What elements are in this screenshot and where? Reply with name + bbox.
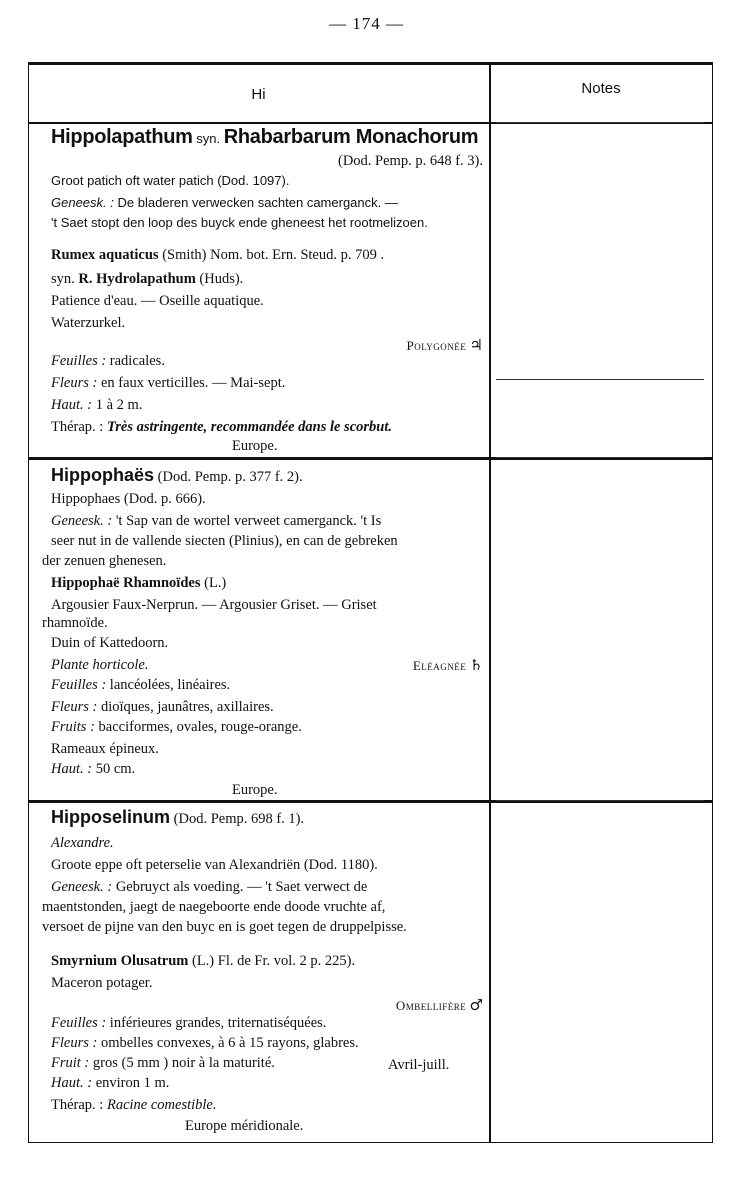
height-text: environ 1 m. <box>95 1075 170 1091</box>
leaves-text: inférieures grandes, triternatiséquées. <box>109 1015 327 1031</box>
family-name: Eléagnée <box>412 658 467 673</box>
geneesk-text: 't Sap van de wortel verweet camerganck. 't Is <box>115 513 382 529</box>
height-text: 50 cm. <box>95 761 136 777</box>
flowers-text: ombelles convexes, à 6 à 15 rayons, glabres. <box>100 1035 359 1051</box>
fruits-text: bacciformes, ovales, rouge-orange. <box>98 719 302 735</box>
scientific-line <box>51 952 483 970</box>
geneesk-label: Geneesk. : <box>51 513 113 529</box>
geneesk-text: De bladeren verwecken sachten camerganck. — <box>117 195 398 210</box>
family-name: Polygonée <box>406 338 467 353</box>
vernacular-line: Hippophaes (Dod. p. 666). <box>51 491 206 507</box>
therap-label: Thérap. : <box>51 419 104 435</box>
leaves-line <box>51 1014 483 1032</box>
page-number: — 174 — <box>329 14 404 33</box>
height-text: 1 à 2 m. <box>95 397 143 413</box>
syn-label: syn. <box>51 271 75 287</box>
perennial-symbol-icon: ♃ <box>469 336 483 354</box>
synonym-title: Rhabarbarum Monachorum <box>223 126 479 148</box>
flowers-label: Fleurs : <box>51 699 98 715</box>
scientific-line <box>51 574 483 592</box>
dutch-name: Duin of Kattedoorn. <box>51 635 169 651</box>
geneesk-line <box>51 512 483 530</box>
leaves-label: Feuilles : <box>51 677 107 693</box>
region: Europe. <box>232 782 278 798</box>
reference: (Dod. Pemp. 698 f. 1). <box>173 811 305 827</box>
family-name: Ombellifère <box>395 998 467 1013</box>
fruit-label: Fruit : <box>51 1055 90 1071</box>
leaves-label: Feuilles : <box>51 353 107 369</box>
scientific-name: Hippophaë Rhamnoïdes <box>51 575 201 591</box>
flowers-line <box>51 1034 483 1052</box>
french-name: Alexandre. <box>51 835 114 851</box>
height-line <box>51 396 483 414</box>
geneesk-line <box>51 878 483 896</box>
french-names: rhamnoïde. <box>42 615 108 631</box>
column-header-notes: Notes <box>581 80 621 97</box>
leaves-line <box>51 352 483 370</box>
synonym-name: R. Hydrolapathum <box>78 271 196 287</box>
reference: (Dod. Pemp. p. 377 f. 2). <box>157 469 303 485</box>
geneesk-line: maentstonden, jaegt de naegeboorte ende doode vruchte af, <box>42 899 386 915</box>
therap-text: Racine comestible. <box>106 1097 217 1113</box>
entry-title: Hippophaës <box>51 465 155 485</box>
entry-title: Hipposelinum <box>51 807 171 827</box>
geneesk-line: versoet de pijne van den buyc en is goet tegen de druppelpisse. <box>42 919 407 935</box>
scientific-name: Smyrnium Olusatrum <box>51 953 189 969</box>
plant-type: Plante horticole. <box>51 657 149 673</box>
notes-rule <box>496 122 704 123</box>
leaves-text: lancéolées, linéaires. <box>109 677 231 693</box>
region: Europe méridionale. <box>185 1118 304 1134</box>
therap-label: Thérap. : <box>51 1097 104 1113</box>
reference: (Dod. Pemp. p. 648 f. 3). <box>338 153 483 169</box>
vernacular-line: Groot patich oft water patich (Dod. 1097). <box>51 173 290 188</box>
fruit-text: gros (5 mm ) noir à la maturité. <box>92 1055 275 1071</box>
flowers-line <box>51 374 483 392</box>
height-label: Haut. : <box>51 397 93 413</box>
flowers-line <box>51 698 483 716</box>
scientific-ref: (L.) Fl. de Fr. vol. 2 p. 225). <box>192 953 356 969</box>
scientific-author: (L.) <box>204 575 227 591</box>
notes-rule <box>496 379 704 380</box>
geneesk-label: Geneesk. : <box>51 879 113 895</box>
geneesk-label: Geneesk. : <box>51 195 114 210</box>
scientific-ref: (Smith) Nom. bot. Ern. Steud. p. 709 . <box>162 247 385 263</box>
entry-heading <box>51 808 483 832</box>
flowers-text: dioïques, jaunâtres, axillaires. <box>100 699 274 715</box>
biennial-symbol-icon: ♂ <box>469 996 483 1014</box>
therap-text: Très astringente, recommandée dans le scorbut. <box>106 419 392 435</box>
entry-heading <box>51 128 483 152</box>
therap-line <box>51 1096 483 1114</box>
geneesk-line <box>51 194 483 212</box>
scientific-line <box>51 246 483 264</box>
season: Avril-juill. <box>388 1057 450 1073</box>
syn-label: syn. <box>196 131 221 146</box>
flowers-label: Fleurs : <box>51 1035 98 1051</box>
scientific-name: Rumex aquaticus <box>51 247 159 263</box>
height-label: Haut. : <box>51 1075 93 1091</box>
flowers-label: Fleurs : <box>51 375 98 391</box>
synonym-line <box>51 270 483 288</box>
dutch-name: Waterzurkel. <box>51 315 126 331</box>
notes-rule <box>496 800 704 801</box>
shrub-symbol-icon: ♄ <box>469 656 483 674</box>
flowers-text: en faux verticilles. — Mai-sept. <box>100 375 286 391</box>
therap-line <box>51 418 483 436</box>
column-header-hi: Hi <box>251 86 266 103</box>
geneesk-text: Gebruyct als voeding. — 't Saet verwect de <box>115 879 368 895</box>
leaves-text: radicales. <box>109 353 165 369</box>
french-name: Maceron potager. <box>51 975 153 991</box>
geneesk-line: der zenuen ghenesen. <box>42 553 167 569</box>
family-line <box>51 996 483 1015</box>
height-line <box>51 760 483 778</box>
geneesk-line: 't Saet stopt den loop des buyck ende gheneest het rootmelizoen. <box>51 215 428 230</box>
vernacular-line: Groote eppe oft peterselie van Alexandriën (Dod. 1180). <box>51 857 378 873</box>
family-line <box>300 656 483 675</box>
fruits-label: Fruits : <box>51 719 95 735</box>
height-label: Haut. : <box>51 761 93 777</box>
extra-line: Rameaux épineux. <box>51 741 159 757</box>
french-names: Argousier Faux-Nerprun. — Argousier Griset. — Griset <box>51 597 377 613</box>
region: Europe. <box>232 438 278 454</box>
height-line <box>51 1074 483 1092</box>
column-divider <box>489 65 491 1142</box>
synonym-author: (Huds). <box>199 271 244 287</box>
fruits-line <box>51 718 483 736</box>
entry-title: Hippolapathum <box>51 126 193 148</box>
geneesk-line: seer nut in de vallende siecten (Plinius), en can de gebreken <box>51 533 398 549</box>
french-names: Patience d'eau. — Oseille aquatique. <box>51 293 264 309</box>
entry-heading <box>51 466 483 490</box>
leaves-line <box>51 676 483 694</box>
leaves-label: Feuilles : <box>51 1015 107 1031</box>
notes-rule <box>496 457 704 458</box>
